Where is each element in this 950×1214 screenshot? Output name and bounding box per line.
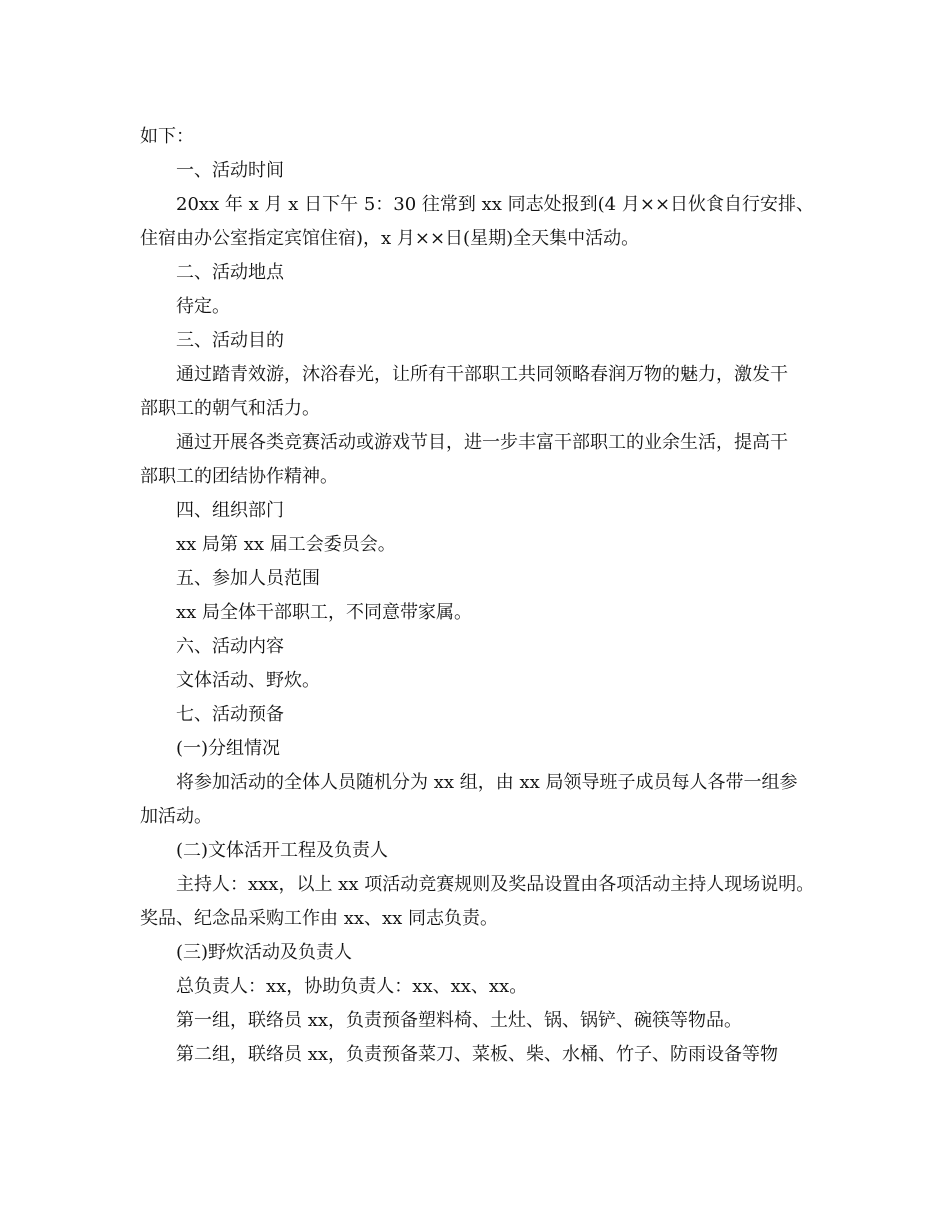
text-line: 加活动。 [140,806,212,827]
text-line: 将参加活动的全体人员随机分为 xx 组，由 xx 局领导班子成员每人各带一组参 [176,772,798,793]
document-body [140,120,820,1072]
text-line: 待定。 [176,296,230,317]
text-line: 主持人：xxx，以上 xx 项活动竞赛规则及奖品设置由各项活动主持人现场说明。 [176,874,815,895]
section-heading-location: 二、活动地点 [176,262,284,283]
section-heading-organizer: 四、组织部门 [176,500,284,521]
text-line: 部职工的团结协作精神。 [140,466,338,487]
text-line: 通过开展各类竞赛活动或游戏节目，进一步丰富干部职工的业余生活，提高干 [176,432,788,453]
text-line: xx 局第 xx 届工会委员会。 [176,534,396,555]
subsection-heading-sports: (二)文体活开工程及负责人 [176,840,389,861]
section-heading-preparation: 七、活动预备 [176,704,284,725]
text-line: 第二组，联络员 xx，负责预备菜刀、菜板、柴、水桶、竹子、防雨设备等物 [176,1044,779,1065]
text-line: 文体活动、野炊。 [176,670,320,691]
text-line: 第一组，联络员 xx，负责预备塑料椅、土灶、锅、锅铲、碗筷等物品。 [176,1010,743,1031]
text-line: 20xx 年 x 月 x 日下午 5：30 往常到 xx 同志处报到(4 月××日伙食自行安排、 [176,194,815,215]
section-heading-participants: 五、参加人员范围 [176,568,320,589]
subsection-heading-picnic: (三)野炊活动及负责人 [176,942,353,963]
section-heading-purpose: 三、活动目的 [176,330,284,351]
text-line: 部职工的朝气和活力。 [140,398,320,419]
section-heading-content: 六、活动内容 [176,636,284,657]
subsection-heading-grouping: (一)分组情况 [176,738,281,759]
text-line: xx 局全体干部职工，不同意带家属。 [176,602,473,623]
text-line: 住宿由办公室指定宾馆住宿)，x 月××日(星期)全天集中活动。 [140,228,640,249]
text-line: 总负责人：xx，协助负责人：xx、xx、xx。 [176,976,528,997]
text-line: 奖品、纪念品采购工作由 xx、xx 同志负责。 [140,908,499,929]
text-line: 通过踏青效游，沐浴春光，让所有干部职工共同领略春润万物的魅力，激发干 [176,364,788,385]
text-line: 如下： [140,126,194,147]
section-heading-time: 一、活动时间 [176,160,284,181]
